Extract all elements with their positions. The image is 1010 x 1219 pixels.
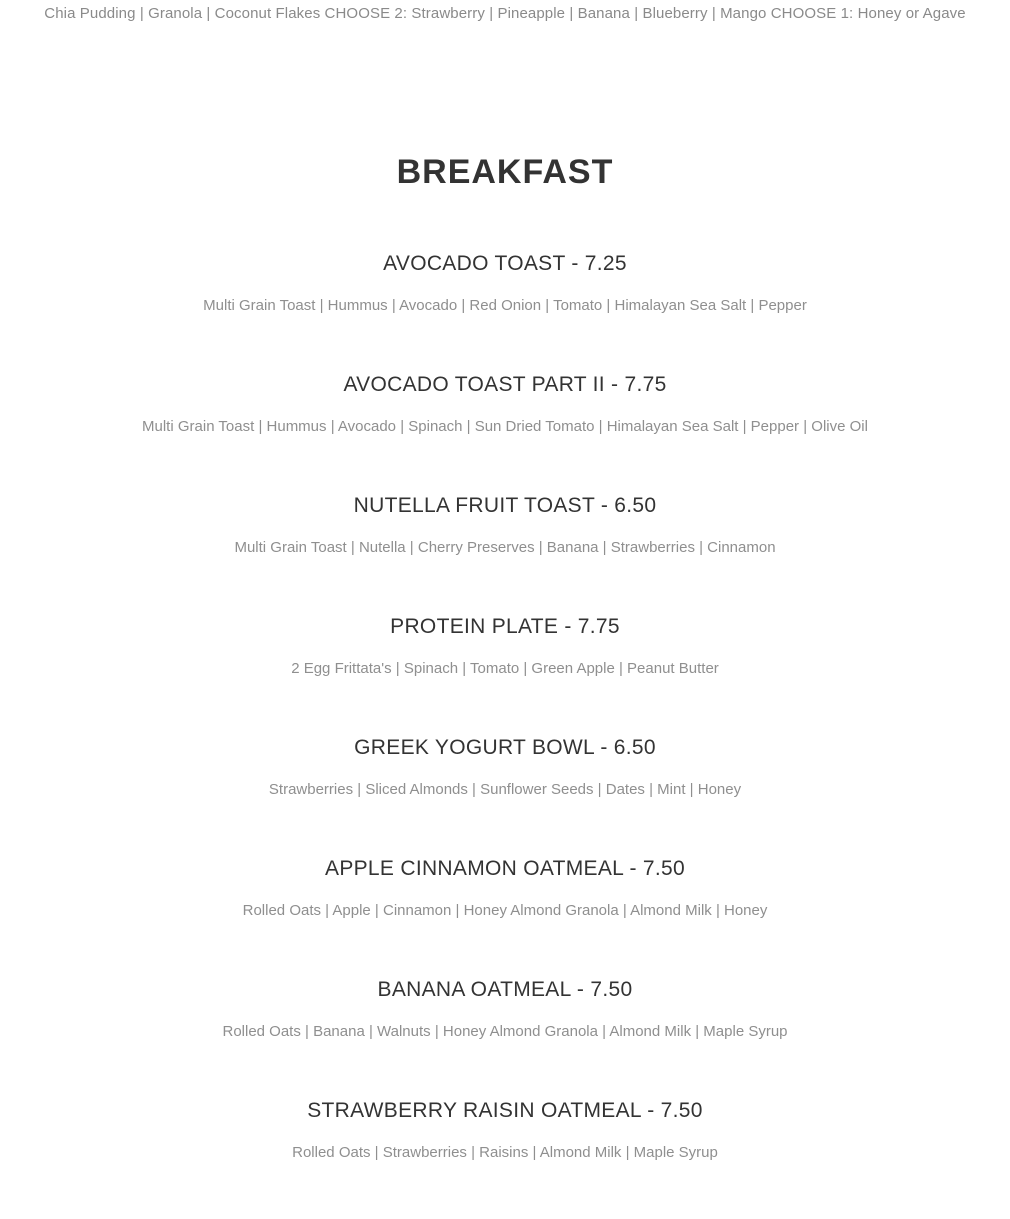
menu-item bbox=[0, 372, 1010, 493]
menu-item-title: AVOCADO TOAST - 7.25 bbox=[383, 252, 627, 275]
section-title-breakfast: BREAKFAST bbox=[396, 153, 614, 191]
menu-item-description: Multi Grain Toast | Hummus | Avocado | Red Onion | Tomato | Himalayan Sea Salt | Pepper bbox=[203, 297, 807, 314]
menu-item-description: Multi Grain Toast | Nutella | Cherry Preserves | Banana | Strawberries | Cinnamon bbox=[234, 539, 776, 556]
breakfast-menu-list bbox=[0, 251, 1010, 1219]
menu-item-title: APPLE CINNAMON OATMEAL - 7.50 bbox=[325, 857, 685, 880]
menu-item bbox=[0, 493, 1010, 614]
menu-item-description: Multi Grain Toast | Hummus | Avocado | Spinach | Sun Dried Tomato | Himalayan Sea Salt | Pepper | Olive Oil bbox=[142, 418, 868, 435]
menu-item-description: 2 Egg Frittata's | Spinach | Tomato | Green Apple | Peanut Butter bbox=[291, 660, 719, 677]
menu-item-title: AVOCADO TOAST PART II - 7.75 bbox=[343, 373, 667, 396]
menu-item-description: Rolled Oats | Banana | Walnuts | Honey Almond Granola | Almond Milk | Maple Syrup bbox=[222, 1023, 788, 1040]
menu-item-title: PROTEIN PLATE - 7.75 bbox=[390, 615, 620, 638]
menu-item bbox=[0, 251, 1010, 372]
menu-item-title: STRAWBERRY RAISIN OATMEAL - 7.50 bbox=[307, 1099, 703, 1122]
menu-item bbox=[0, 614, 1010, 735]
menu-item-title: BANANA OATMEAL - 7.50 bbox=[377, 978, 633, 1001]
previous-item-description: Chia Pudding | Granola | Coconut Flakes CHOOSE 2: Strawberry | Pineapple | Banana | Blueberry | Mango CHOOSE 1: Honey or Agave bbox=[44, 5, 966, 22]
menu-item-description: Rolled Oats | Apple | Cinnamon | Honey Almond Granola | Almond Milk | Honey bbox=[242, 902, 768, 919]
menu-item bbox=[0, 977, 1010, 1098]
menu-item-description: Strawberries | Sliced Almonds | Sunflower Seeds | Dates | Mint | Honey bbox=[268, 781, 742, 798]
menu-item-description: Rolled Oats | Strawberries | Raisins | Almond Milk | Maple Syrup bbox=[292, 1144, 718, 1161]
menu-item bbox=[0, 1098, 1010, 1219]
menu-item bbox=[0, 735, 1010, 856]
menu-item-title: NUTELLA FRUIT TOAST - 6.50 bbox=[353, 494, 657, 517]
menu-item-title: GREEK YOGURT BOWL - 6.50 bbox=[354, 736, 656, 759]
menu-item bbox=[0, 856, 1010, 977]
